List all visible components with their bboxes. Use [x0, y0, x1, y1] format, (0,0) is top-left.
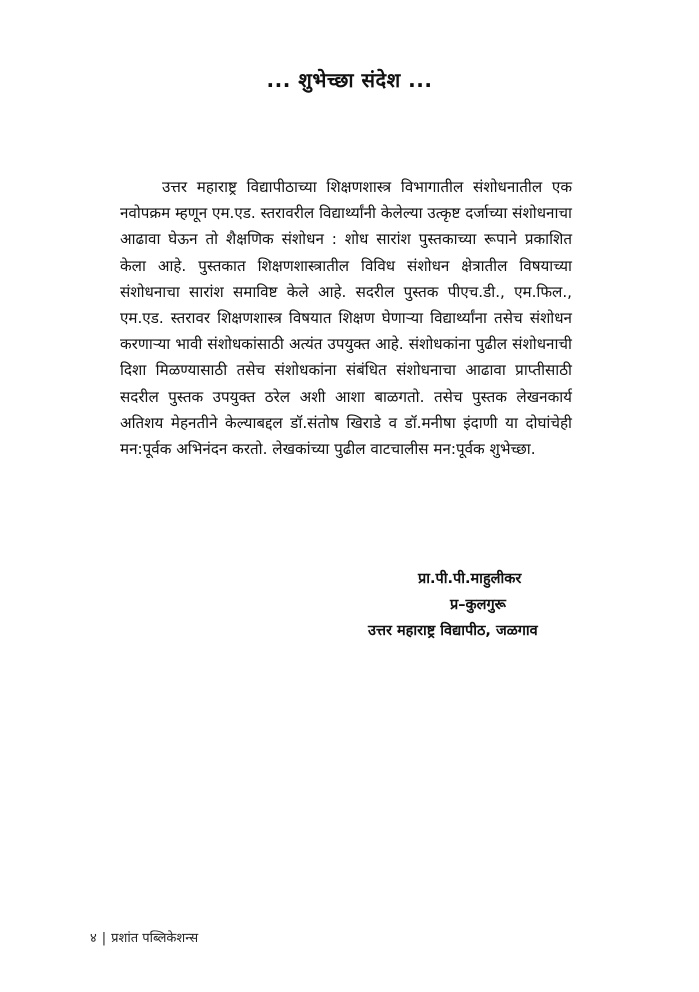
publisher-name: प्रशांत पब्लिकेशन्स — [111, 931, 199, 946]
message-paragraph: उत्तर महाराष्ट्र विद्यापीठाच्या शिक्षणशास्त्र विभागातील संशोधनातील एक नवोपक्रम म्हणून एम.एड. स्तरावरील विद्यार्थ्यांनी केलेल्या उत्कृष्ट दर्जाच्या संशोधनाचा आढावा घेऊन तो शैक्षणिक संशोधन : शोध सारांश पुस्तकाच्या रूपाने प्रकाशित केला आहे. पुस्तकात शिक्षणशास्त्रातील विविध संशोधन क्षेत्रातील विषयाच्या संशोधनाचा सारांश समाविष्ट केले आहे. सदरील पुस्तक पीएच.डी., एम.फिल., एम.एड. स्तरावर शिक्षणशास्त्र विषयात शिक्षण घेणाऱ्या विद्यार्थ्यांना तसेच संशोधन करणाऱ्या भावी संशोधकांसाठी अत्यंत उपयुक्त आहे. संशोधकांना पुढील संशोधनाची दिशा मिळण्यासाठी तसेच संशोधकांना संबंधित संशोधनाचा आढावा प्राप्तीसाठी सदरील पुस्तक उपयुक्त ठरेल अशी आशा बाळगतो. तसेच पुस्तक लेखनकार्य अतिशय मेहनतीने केल्याबद्दल डॉ.संतोष खिराडे व डॉ.मनीषा इंदाणी या दोघांचेही मन:पूर्वक अभिनंदन करतो. लेखकांच्या पुढील वाटचालीस मन:पूर्वक शुभेच्छा. — [120, 178, 572, 459]
signatory-organization: उत्तर महाराष्ट्र विद्यापीठ, जळगाव — [368, 623, 538, 639]
signature-block — [330, 566, 570, 644]
footer-separator: | — [101, 931, 107, 946]
page-title: ... शुभेच्छा संदेश ... — [266, 68, 433, 92]
signatory-name: प्रा.पी.पी.माहुलीकर — [418, 571, 522, 587]
page-number: ४ — [90, 931, 97, 946]
page-footer — [90, 928, 198, 946]
signatory-designation: प्र–कुलगुरू — [450, 597, 506, 613]
